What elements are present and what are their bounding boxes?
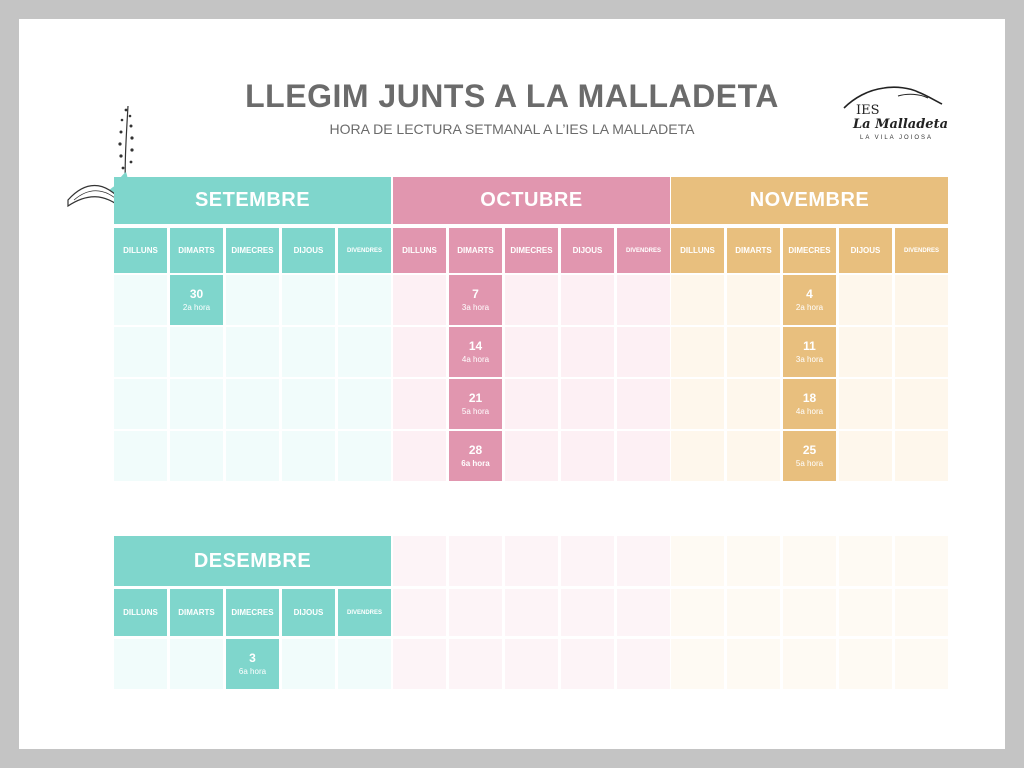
reading-day-cell	[449, 431, 502, 481]
month-header	[393, 177, 670, 224]
weekday-label: DIMARTS	[178, 608, 215, 617]
empty-day-cell	[282, 275, 335, 325]
reading-hour: 2a hora	[182, 303, 211, 312]
empty-day-cell	[839, 327, 892, 377]
reading-day-cell	[226, 639, 279, 689]
empty-day-cell	[393, 379, 446, 429]
reading-day-cell	[170, 275, 223, 325]
empty-day-cell	[226, 327, 279, 377]
page-subtitle: HORA DE LECTURA SETMANAL A L’IES LA MALLADETA	[329, 121, 695, 137]
empty-grid-cell	[727, 639, 780, 689]
logo-line-3: LA VILA JOIOSA	[860, 135, 934, 141]
empty-grid-cell	[839, 536, 892, 586]
empty-day-cell	[671, 379, 724, 429]
weekday-label: DIVENDRES	[346, 247, 382, 254]
weekday-label: DIVENDRES	[346, 609, 382, 616]
empty-grid-cell	[727, 536, 780, 586]
empty-day-cell	[561, 431, 614, 481]
weekday-label: DIVENDRES	[625, 247, 661, 254]
empty-day-cell	[226, 379, 279, 429]
empty-day-cell	[170, 639, 223, 689]
month-name: NOVEMBRE	[749, 189, 870, 211]
empty-grid-cell	[449, 536, 502, 586]
empty-grid-cell	[671, 589, 724, 636]
empty-grid-cell	[449, 639, 502, 689]
empty-grid-cell	[895, 639, 948, 689]
empty-day-cell	[617, 431, 670, 481]
empty-day-cell	[895, 327, 948, 377]
weekday-label: DIJOUS	[850, 246, 881, 255]
empty-day-cell	[561, 275, 614, 325]
weekday-header	[393, 228, 446, 273]
empty-day-cell	[727, 275, 780, 325]
empty-day-cell	[338, 379, 391, 429]
empty-day-cell	[226, 275, 279, 325]
school-logo	[838, 84, 948, 146]
empty-day-cell	[671, 431, 724, 481]
weekday-header	[561, 228, 614, 273]
empty-day-cell	[895, 275, 948, 325]
weekday-header	[170, 589, 223, 636]
weekday-label: DILLUNS	[123, 246, 158, 255]
empty-day-cell	[839, 379, 892, 429]
empty-grid-cell	[505, 536, 558, 586]
empty-grid-cell	[561, 536, 614, 586]
empty-day-cell	[671, 275, 724, 325]
month-name: SETEMBRE	[194, 189, 311, 211]
reading-hour: 2a hora	[795, 303, 824, 312]
weekday-label: DIMARTS	[735, 246, 772, 255]
empty-grid-cell	[393, 589, 446, 636]
empty-day-cell	[895, 379, 948, 429]
empty-day-cell	[895, 431, 948, 481]
empty-grid-cell	[505, 639, 558, 689]
empty-day-cell	[114, 431, 167, 481]
weekday-label: DIJOUS	[572, 246, 603, 255]
empty-day-cell	[505, 431, 558, 481]
empty-day-cell	[839, 431, 892, 481]
weekday-header	[671, 228, 724, 273]
reading-day-cell	[449, 275, 502, 325]
weekday-label: DILLUNS	[680, 246, 715, 255]
reading-hour: 6a hora	[461, 459, 490, 468]
weekday-header	[226, 589, 279, 636]
empty-day-cell	[226, 431, 279, 481]
weekday-header	[282, 228, 335, 273]
month-name: DESEMBRE	[193, 549, 312, 572]
weekday-label: DIMECRES	[788, 246, 831, 255]
weekday-label: DIJOUS	[293, 246, 324, 255]
weekday-header	[170, 228, 223, 273]
day-number: 14	[468, 339, 483, 353]
day-number: 28	[468, 443, 483, 457]
empty-grid-cell	[617, 536, 670, 586]
reading-day-cell	[783, 431, 836, 481]
empty-grid-cell	[671, 536, 724, 586]
weekday-header	[449, 228, 502, 273]
empty-day-cell	[727, 379, 780, 429]
reading-day-cell	[783, 379, 836, 429]
month-header	[114, 177, 391, 224]
empty-day-cell	[170, 431, 223, 481]
empty-grid-cell	[727, 589, 780, 636]
weekday-header	[617, 228, 670, 273]
day-number: 11	[803, 339, 816, 353]
empty-day-cell	[114, 379, 167, 429]
weekday-label: DIVENDRES	[903, 247, 939, 254]
weekday-header	[282, 589, 335, 636]
empty-day-cell	[617, 327, 670, 377]
reading-hour: 4a hora	[461, 355, 490, 364]
reading-day-cell	[783, 275, 836, 325]
reading-hour: 3a hora	[461, 303, 490, 312]
empty-grid-cell	[839, 639, 892, 689]
empty-grid-cell	[449, 589, 502, 636]
empty-day-cell	[505, 379, 558, 429]
empty-grid-cell	[783, 589, 836, 636]
weekday-label: DIMECRES	[231, 246, 274, 255]
weekday-header	[727, 228, 780, 273]
month-name: OCTUBRE	[480, 189, 583, 211]
weekday-label: DIMECRES	[231, 608, 274, 617]
empty-day-cell	[282, 431, 335, 481]
weekday-header	[114, 589, 167, 636]
month-header	[114, 536, 391, 586]
empty-day-cell	[282, 327, 335, 377]
weekday-label: DILLUNS	[402, 246, 437, 255]
empty-day-cell	[505, 327, 558, 377]
day-number: 25	[802, 443, 817, 457]
empty-grid-cell	[561, 639, 614, 689]
empty-day-cell	[282, 639, 335, 689]
reading-hour: 5a hora	[795, 459, 824, 468]
empty-day-cell	[114, 639, 167, 689]
mountain-icon	[838, 84, 948, 114]
empty-day-cell	[170, 327, 223, 377]
empty-day-cell	[617, 275, 670, 325]
empty-day-cell	[505, 275, 558, 325]
reading-day-cell	[783, 327, 836, 377]
weekday-label: DILLUNS	[123, 608, 158, 617]
weekday-label: DIMECRES	[510, 246, 553, 255]
empty-day-cell	[114, 327, 167, 377]
empty-day-cell	[338, 639, 391, 689]
empty-grid-cell	[393, 639, 446, 689]
empty-day-cell	[727, 431, 780, 481]
empty-day-cell	[561, 379, 614, 429]
day-number: 7	[472, 287, 479, 301]
empty-day-cell	[671, 327, 724, 377]
weekday-header	[839, 228, 892, 273]
empty-grid-cell	[839, 589, 892, 636]
day-number: 4	[806, 287, 813, 301]
day-number: 18	[802, 391, 817, 405]
weekday-label: DIMARTS	[457, 246, 494, 255]
empty-grid-cell	[561, 589, 614, 636]
reading-hour: 3a hora	[795, 355, 824, 364]
weekday-header	[338, 228, 391, 273]
empty-day-cell	[338, 327, 391, 377]
empty-day-cell	[114, 275, 167, 325]
weekday-label: DIMARTS	[178, 246, 215, 255]
empty-grid-cell	[505, 589, 558, 636]
empty-grid-cell	[783, 536, 836, 586]
empty-day-cell	[561, 327, 614, 377]
empty-day-cell	[393, 275, 446, 325]
day-number: 30	[189, 287, 204, 301]
logo-line-2: La Malladeta	[853, 117, 948, 132]
month-header	[671, 177, 948, 224]
reading-hour: 6a hora	[238, 667, 267, 676]
reading-hour: 4a hora	[795, 407, 824, 416]
empty-grid-cell	[895, 589, 948, 636]
empty-day-cell	[170, 379, 223, 429]
empty-grid-cell	[783, 639, 836, 689]
weekday-header	[783, 228, 836, 273]
reading-day-cell	[449, 379, 502, 429]
weekday-header	[226, 228, 279, 273]
empty-grid-cell	[617, 589, 670, 636]
empty-day-cell	[282, 379, 335, 429]
day-number: 3	[249, 651, 256, 665]
empty-grid-cell	[617, 639, 670, 689]
empty-grid-cell	[671, 639, 724, 689]
logo-line-1: IES	[856, 103, 880, 118]
empty-day-cell	[727, 327, 780, 377]
reading-hour: 5a hora	[461, 407, 490, 416]
empty-day-cell	[338, 431, 391, 481]
page-title: LLEGIM JUNTS A LA MALLADETA	[245, 78, 779, 114]
empty-day-cell	[617, 379, 670, 429]
empty-day-cell	[393, 327, 446, 377]
empty-day-cell	[338, 275, 391, 325]
weekday-header	[505, 228, 558, 273]
weekday-header	[114, 228, 167, 273]
empty-day-cell	[393, 431, 446, 481]
weekday-header	[338, 589, 391, 636]
empty-grid-cell	[895, 536, 948, 586]
day-number: 21	[468, 391, 483, 405]
empty-day-cell	[839, 275, 892, 325]
reading-day-cell	[449, 327, 502, 377]
weekday-label: DIJOUS	[293, 608, 324, 617]
empty-grid-cell	[393, 536, 446, 586]
weekday-header	[895, 228, 948, 273]
